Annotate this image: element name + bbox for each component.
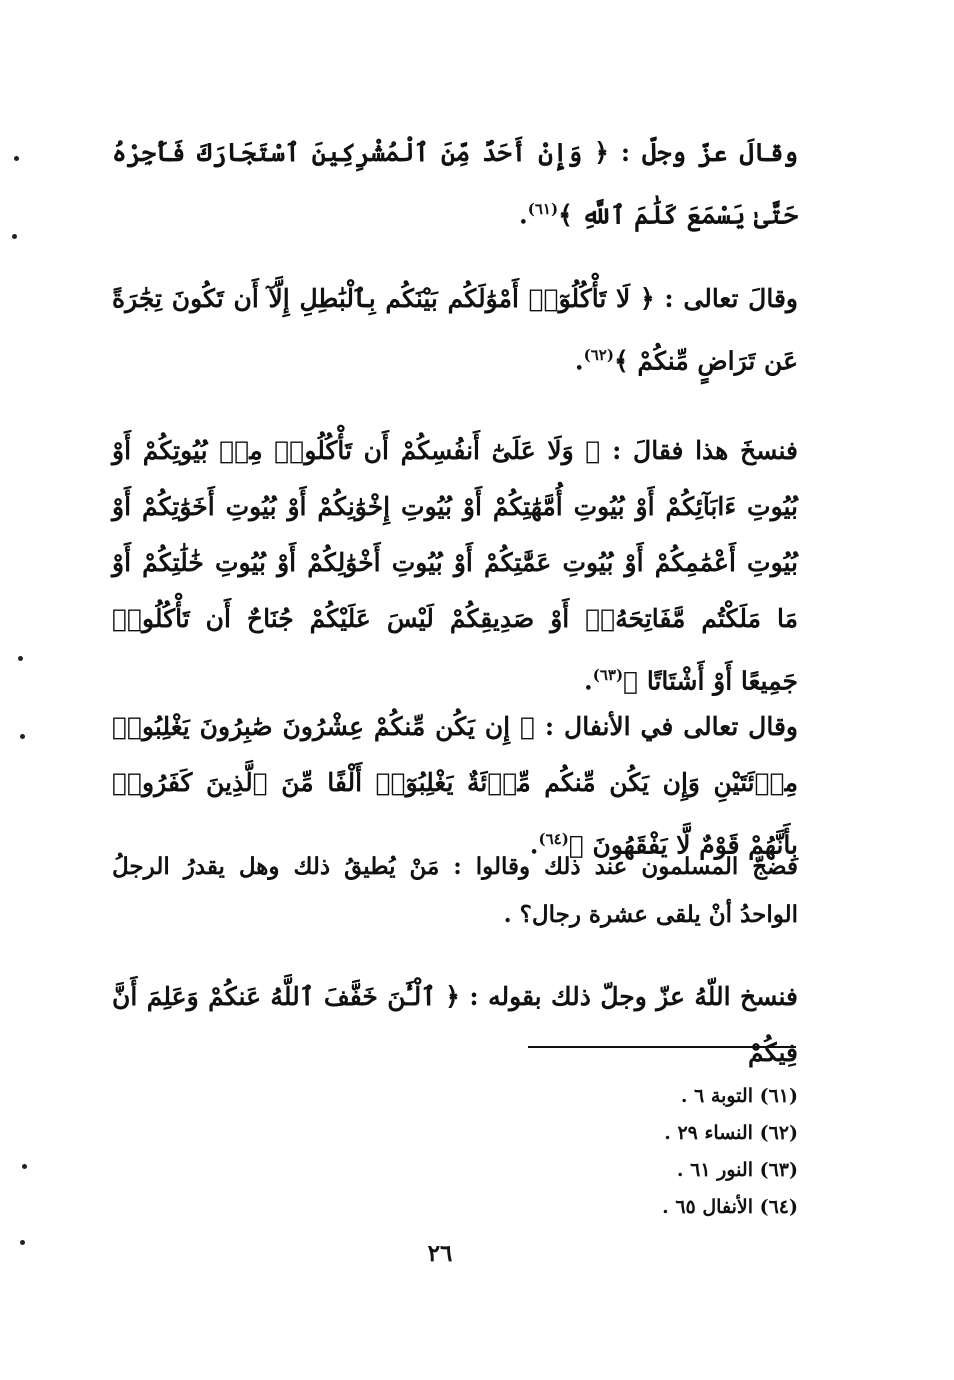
quran-verse-1: ﴿ وَإِنْ أَحَدٌ مِّنَ ٱلْمُشْرِكِينَ ٱسْتَجَارَكَ فَأَجِرْهُ حَتَّىٰ يَسْمَعَ كَلَٰمَ ٱللَّهِ ﴾: [112, 138, 798, 230]
paragraph-1: [112, 125, 798, 243]
paragraph-6: [112, 969, 798, 1081]
footnote-63: (٦٣) النور ٦١ .: [676, 1159, 798, 1181]
paragraph-3: [112, 423, 798, 709]
scan-speck: [14, 156, 19, 161]
paragraph-1-intro: وقالَ عزّ وجلّ :: [620, 138, 798, 167]
footnote-ref-62: (٦٢): [583, 346, 614, 364]
paragraph-5: [112, 843, 798, 939]
footnote-ref-64: (٦٤): [538, 830, 569, 848]
scan-speck: [12, 234, 17, 239]
footnotes-list: [520, 1078, 798, 1226]
paragraph-2: [112, 271, 798, 389]
paragraph-1-end: .: [519, 200, 528, 230]
paragraph-2-end: .: [574, 346, 584, 376]
scan-speck: [20, 1240, 25, 1245]
paragraph-3-end: .: [584, 666, 593, 696]
quran-verse-4: ﴿ إِن يَكُن مِّنكُمْ عِشْرُونَ صَٰبِرُونَ يَغْلِبُوا۟ مِا۟ئَتَيْنِ وَإِن يَكُن مِّنكُم مِّا۟ئَةٌ يَغْلِبُوٓا۟ أَلْفًا مِّنَ ٱلَّذِينَ كَفَرُوا۟ بِأَنَّهُمْ قَوْمٌ لَّا يَفْقَهُونَ ﴾: [112, 712, 798, 860]
paragraph-6-intro: فنسخ اللّهُ عزّ وجلّ ذلك بقوله :: [469, 982, 798, 1011]
paragraph-5-text: فضجّ المسلمون عند ذلك وقالوا : مَنْ يُطيقُ ذلك وهل يقدرُ الرجلُ الواحدُ أنْ يلقى عشرة رجال؟ .: [112, 853, 798, 928]
paragraph-4-end: .: [529, 830, 539, 860]
quran-verse-2: ﴿ لَا تَأْكُلُوٓا۟ أَمْوَٰلَكُم بَيْنَكُم بِٱلْبَٰطِلِ إِلَّآ أَن تَكُونَ تِجَٰرَةً عَن تَرَاضٍ مِّنكُمْ ﴾: [112, 284, 798, 376]
footnote-61: (٦١) التوبة ٦ .: [680, 1085, 798, 1107]
quran-verse-6: ﴿ ٱلْـَٰٔنَ خَفَّفَ ٱللَّهُ عَنكُمْ وَعَلِمَ أَنَّ فِيكُمْ: [112, 982, 798, 1067]
footnote-ref-61: (٦١): [527, 200, 559, 218]
footnote-divider: [528, 1046, 796, 1048]
page-number: ٢٦: [427, 1240, 453, 1267]
footnote-62: (٦٢) النساء ٢٩ .: [664, 1122, 798, 1144]
paragraph-3-intro: فنسخَ هذا فقالَ :: [612, 436, 798, 465]
footnote-ref-63: (٦٣): [592, 666, 624, 684]
scan-speck: [20, 734, 25, 739]
paragraph-4-intro: وقال تعالى في الأنفال :: [544, 712, 798, 741]
paragraph-2-intro: وقالَ تعالى :: [664, 284, 798, 313]
quran-verse-3: ﴿ وَلَا عَلَىٰٓ أَنفُسِكُمْ أَن تَأْكُلُوا۟ مِنۢ بُيُوتِكُمْ أَوْ بُيُوتِ ءَابَآئِكُمْ أَوْ بُيُوتِ أُمَّهَٰتِكُمْ أَوْ بُيُوتِ إِخْوَٰنِكُمْ أَوْ بُيُوتِ أَخَوَٰتِكُمْ أَوْ بُيُوتِ أَعْمَٰمِكُمْ أَوْ بُيُوتِ عَمَّٰتِكُمْ أَوْ بُيُوتِ أَخْوَٰلِكُمْ أَوْ بُيُوتِ خَٰلَٰتِكُمْ أَوْ مَا مَلَكْتُم مَّفَاتِحَهُۥٓ أَوْ صَدِيقِكُمْ لَيْسَ عَلَيْكُمْ جُنَاحٌ أَن تَأْكُلُوا۟ جَمِيعًا أَوْ أَشْتَاتًا ﴾: [112, 436, 798, 696]
scan-speck: [22, 1164, 27, 1169]
footnote-64: (٦٤) الأنفال ٦٥ .: [662, 1196, 798, 1218]
scan-speck: [18, 656, 23, 661]
